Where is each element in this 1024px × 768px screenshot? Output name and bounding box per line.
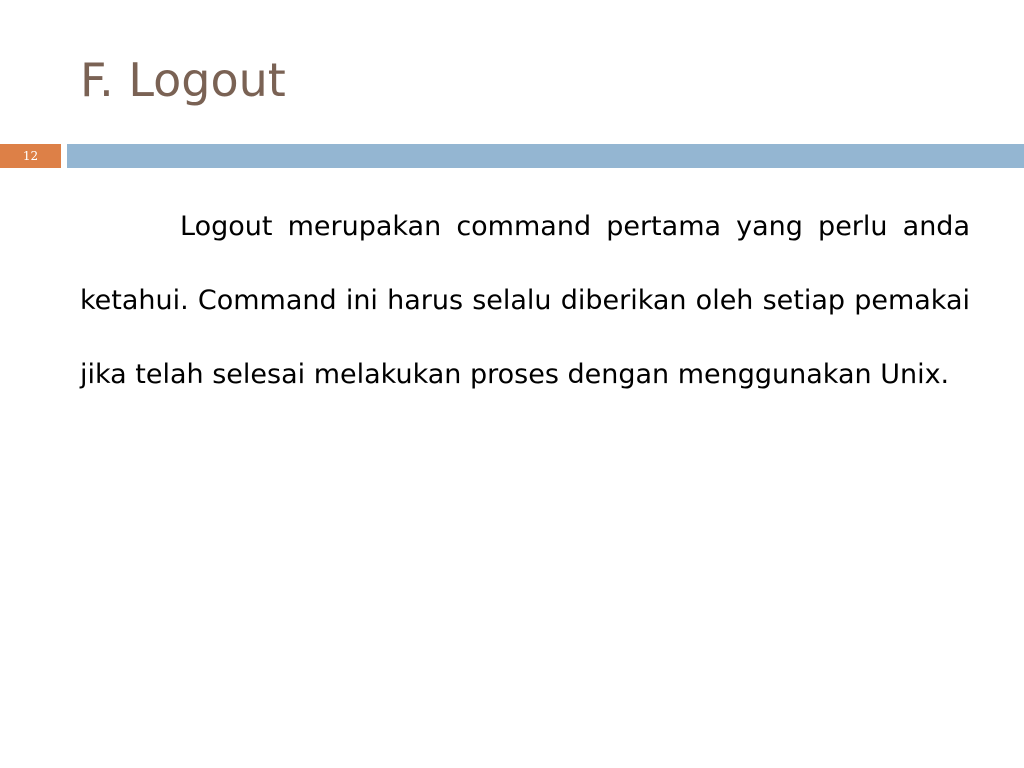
header-bar bbox=[67, 144, 1024, 168]
slide-title: F. Logout bbox=[80, 53, 286, 107]
slide-number-box bbox=[0, 144, 61, 168]
slide-number: 12 bbox=[22, 149, 39, 163]
slide-body-text: Logout merupakan command pertama yang perlu anda ketahui. Command ini harus selalu diberikan oleh setiap pemakai jika telah selesai melakukan proses dengan menggunakan Unix. bbox=[80, 211, 970, 390]
